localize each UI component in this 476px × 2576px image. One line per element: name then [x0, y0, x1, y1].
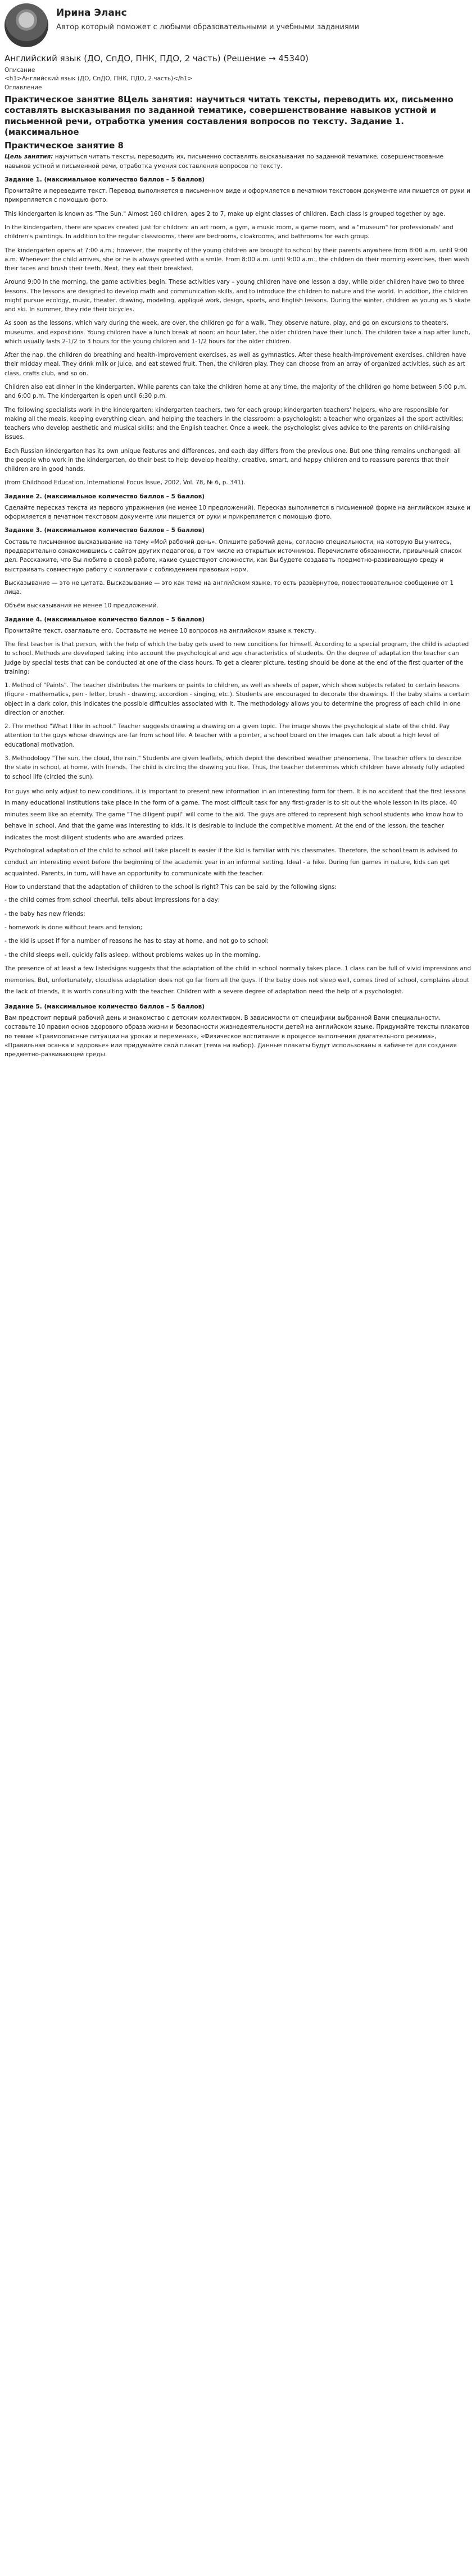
- task1-paragraph: The kindergarten opens at 7:00 a.m.; however, the majority of the young children are brought to school by their parents anywhere from 8:00 a.m. until 9:00 a.m. Whenever the child arrives, she or he is always greeted with a smile. From 8:00 a.m. until 9:00 a.m., the children do their morning exercises, then wash their faces and brush their teeth. Next, they eat their breakfast.: [4, 247, 469, 272]
- task4-method: 1. Method of "Paints". The teacher distributes the markers or paints to children, as well as sheets of paper, which show subjects related to certain lessons (figure - mathematics, pen - letter, brush - drawing, accordion - singing, etc.). Students are encouraged to decorate the drawings. If the baby stains a certain object in a dark color, this indicates the possible difficulties associated with it. The methodology allows you to determine the progress of each child in one direction or another.: [4, 682, 470, 716]
- task3-title: Задание 3. (максимальное количество баллов – 5 баллов): [4, 527, 205, 534]
- html-title-raw: <h1>Английский язык (ДО, СпДО, ПНК, ПДО, 2 часть)</h1>: [4, 75, 193, 83]
- sign-item: - the child comes from school cheerful, tells about impressions for a day;: [4, 897, 220, 904]
- task4-title: Задание 4. (максимальное количество баллов – 5 баллов): [4, 616, 205, 623]
- task1-paragraph: This kindergarten is known as "The Sun." Almost 160 children, ages 2 to 7, make up eight classes of children. Each class is grouped together by age.: [4, 210, 446, 217]
- heading-practical: Практическое занятие 8: [4, 140, 124, 151]
- task4-closing: The presence of at least a few listedsigns suggests that the adaptation of the child in school normally takes place. 1 class can be full of vivid impressions and memories. But, unfortunately, cloudless adaptation does not go far from all the guys. If the baby does not sleep well, comes tired of school, complains about the lack of friends, it is worth consulting with the teacher. Children with a severe degree of adaptation need the help of a psychologist.: [4, 965, 472, 996]
- author-name[interactable]: Ирина Эланс: [56, 7, 127, 19]
- sign-item: - homework is done without tears and tension;: [4, 924, 143, 931]
- task1-paragraph: As soon as the lessons, which vary during the week, are over, the children go for a walk. They observe nature, play, and go on excursions to theaters, museums, and expositions. Young children have a lunch break at noon: an hour later, the older children have their lunch. The children take a nap after lunch, which usually lasts 2-1/2 to 3 hours for the young children and 1-1/2 hours for the older children.: [4, 320, 470, 345]
- page: [0, 0, 476, 1069]
- author-description: Автор который поможет с любыми образовательными и учебными заданиями: [56, 23, 360, 32]
- sign-item: - the kid is upset if for a number of reasons he has to stay at home, and not go to school;: [4, 938, 269, 945]
- sign-item: - the child sleeps well, quickly falls asleep, without problems wakes up in the morning.: [4, 951, 260, 958]
- task5-text: Вам предстоит первый рабочий день и знакомство с детским коллективом. В зависимости от специфики выбранной Вами специальности, составьте 10 правил основ здорового образа жизни и безопасности жизнедеятельности детей на английском языке. Придумайте тексты плакатов по темам «Травмоопасные ситуации на уроках и переменах», «Физическое воспитание в процессе выполнения двигательного режима», «Правильная осанка и здоровье» или придумайте свой плакат (тема на выбор). Данные плакаты будут использованы в кабинете для создания предметно-развивающей среды.: [4, 1015, 470, 1058]
- task1-title: Задание 1. (максимальное количество баллов – 5 баллов): [4, 176, 205, 183]
- task1-source: (from Childhood Education, International Focus Issue, 2002, Vol. 78, № 6, p. 341).: [4, 479, 246, 487]
- toc-label[interactable]: Оглавление: [4, 84, 42, 91]
- task3-text: Составьте письменное высказывание на тему «Мой рабочий день». Опишите рабочий день, согласно специальности, на которую Вы учитесь, предварительно ознакомившись с сайтом других педагогов, в том числе из открытых источников. Перечислите обязанности, привычный список дел. Расскажите, что Вы любите в своей работе, какие существуют сложности, как Вы будете создавать предметно-развивающую среду и выстраивать совместную работу с коллегами с соблюдением правовых норм.: [4, 538, 462, 573]
- task2-text: Сделайте пересказ текста из первого упражнения (не менее 10 предложений). Пересказ выполняется в письменной форме на английском языке и оформляется в печатном текстовом документе или пишется от руки и прикрепляется с помощью фото.: [4, 504, 470, 521]
- avatar[interactable]: [4, 3, 48, 47]
- task4-text: [4, 640, 472, 998]
- task2-title: Задание 2. (максимальное количество баллов – 5 баллов): [4, 493, 205, 500]
- meta-block: [4, 66, 472, 92]
- task4-paragraph: The first teacher is that person, with the help of which the baby gets used to new conditions for himself. According to a special program, the child is adapted to school. Methods are developed taking into account the psychological and age characteristics of students. On the degree of adaptation the teacher can judge by special tests that can be conducted at one of the class hours. To get a clearer picture, testing should be done at the end of the first quarter of the training:: [4, 641, 469, 675]
- author-info: [56, 3, 359, 33]
- heading-summary: Практическое занятие 8Цель занятия: научиться читать тексты, переводить их, письменно составлять высказывания по заданной тематике, совершенствование навыков устной и письменной речи, отработка умения составления вопросов по тексту. Задание 1. (максимальное: [4, 94, 454, 138]
- task4-spaced-block: [4, 786, 472, 998]
- task4-instruction: Прочитайте текст, озаглавьте его. Составьте не менее 10 вопросов на английском языке к тексту.: [4, 627, 316, 634]
- author-card: [4, 3, 472, 47]
- task1-instruction: Прочитайте и переведите текст. Перевод выполняется в письменном виде и оформляется в печатном текстовом документе или пишется от руки и прикрепляется с помощью фото.: [4, 188, 470, 204]
- goal-label: Цель занятия:: [4, 153, 53, 161]
- description-label: Описание: [4, 67, 35, 74]
- task1-paragraph: After the nap, the children do breathing and health-improvement exercises, as well as gymnastics. After these health-improvement exercises, children have their midday meal. They drink milk or juice, and eat stewed fruit. Then, the children play. They can choose from an array of organized activities, such as art class, crafts club, and so on.: [4, 352, 466, 377]
- goal-paragraph: [4, 152, 472, 171]
- task4-method: 2. The method "What I like in school." Teacher suggests drawing a drawing on a given topic. The image shows the psychological state of the child. Pay attention to the guys whose drawings are far from school life. A teacher with a pointer, a school board on the images can talk about a high level of educational motivation.: [4, 723, 450, 748]
- task5-title: Задание 5. (максимальное количество баллов – 5 баллов): [4, 1003, 205, 1010]
- goal-text: научиться читать тексты, переводить их, письменно составлять высказывания по заданной тематике, совершенствование навыков устной и письменной речи, отработка умения составления вопросов по тексту.: [4, 153, 444, 170]
- page-title: Английский язык (ДО, СпДО, ПНК, ПДО, 2 часть) (Решение → 45340): [4, 53, 309, 63]
- task1-paragraph: The following specialists work in the kindergarten: kindergarten teachers, two for each group; kindergarten teachers' helpers, who are responsible for making all the meals, keeping everything clean, and helping the teachers in the classroom; a psychologist; a teacher who organizes all the sport activities; teachers who develop aesthetic and musical skills; and the English teacher. Once a week, the psychologist gives advice to the parents on child-raising issues.: [4, 406, 464, 441]
- task4-paragraph: How to understand that the adaptation of children to the school is right? This can be said by the following signs:: [4, 883, 337, 891]
- task1-paragraph: Around 9:00 in the morning, the game activities begin. These activities vary – young children have one lesson a day, while older children have two to three lessons. The lessons are designed to develop math and communication skills, and to introduce the children to nature and the world. In addition, the children might pursue ecology, music, theater, drawing, modeling, appliqué work, design, sports, and English lessons. During the winter, children as young as 5 skate and ski. In summer, they ride their bicycles.: [4, 279, 471, 314]
- task4-paragraph: For guys who only adjust to new conditions, it is important to present new information in an interesting form for them. It is no accident that the first lessons in many educational institutions take place in the form of a game. The most difficult task for any first-grader is to sit out the whole lesson in its place. 40 minutes seem like an eternity. The game "The diligent pupil" will come to the aid. The guys are offered to represent high school students who know how to behave in school. And that the game was interesting to kids, it is desirable to include the competitive moment. At the end of the lesson, the teacher indicates the most diligent students who are awarded prizes.: [4, 788, 466, 841]
- task3-note: Объём высказывания не менее 10 предложений.: [4, 602, 158, 610]
- task1-text: [4, 210, 472, 488]
- task4-paragraph: Psychological adaptation of the child to school will take placeIt is easier if the kid is familiar with his classmates. Therefore, the school team is advised to conduct an interesting event before the beginning of the academic year in an informal setting. Ideal - a hike. During fun games in nature, kids can get acquainted. Parents, in turn, will have an opportunity to communicate with the teacher.: [4, 847, 457, 878]
- task3-note: Высказывание — это не цитата. Высказывание — это как тема на английском языке, то есть развёрнутое, повествовательное сообщение от 1 лица.: [4, 579, 454, 596]
- task4-method: 3. Methodology "The sun, the cloud, the rain." Students are given leaflets, which depict the described weather phenomena. The teacher offers to describe the state in school, at home, with friends. The child is circling the drawing you like. Thus, the teacher determines which children have already fully adapted to school life (circled the sun).: [4, 755, 465, 780]
- task1-paragraph: Each Russian kindergarten has its own unique features and differences, and each day differs from the previous one. But one thing remains unchanged: all the people who work in the kindergarten, do their best to help develop healthy, creative, smart, and happy children and to reassure parents that their children are in good hands.: [4, 447, 461, 473]
- task1-paragraph: In the kindergarten, there are spaces created just for children: an art room, a gym, a music room, a game room, and a "museum" for professionals' and children's paintings. In addition to the regular classrooms, there are bedrooms, cloakrooms, and bathrooms for each group.: [4, 224, 454, 240]
- sign-item: - the baby has new friends;: [4, 910, 85, 917]
- task1-paragraph: Children also eat dinner in the kindergarten. While parents can take the children home at any time, the majority of the children go home between 5:00 p.m. and 6:00 p.m. The kindergarten is open until 6:30 p.m.: [4, 383, 467, 400]
